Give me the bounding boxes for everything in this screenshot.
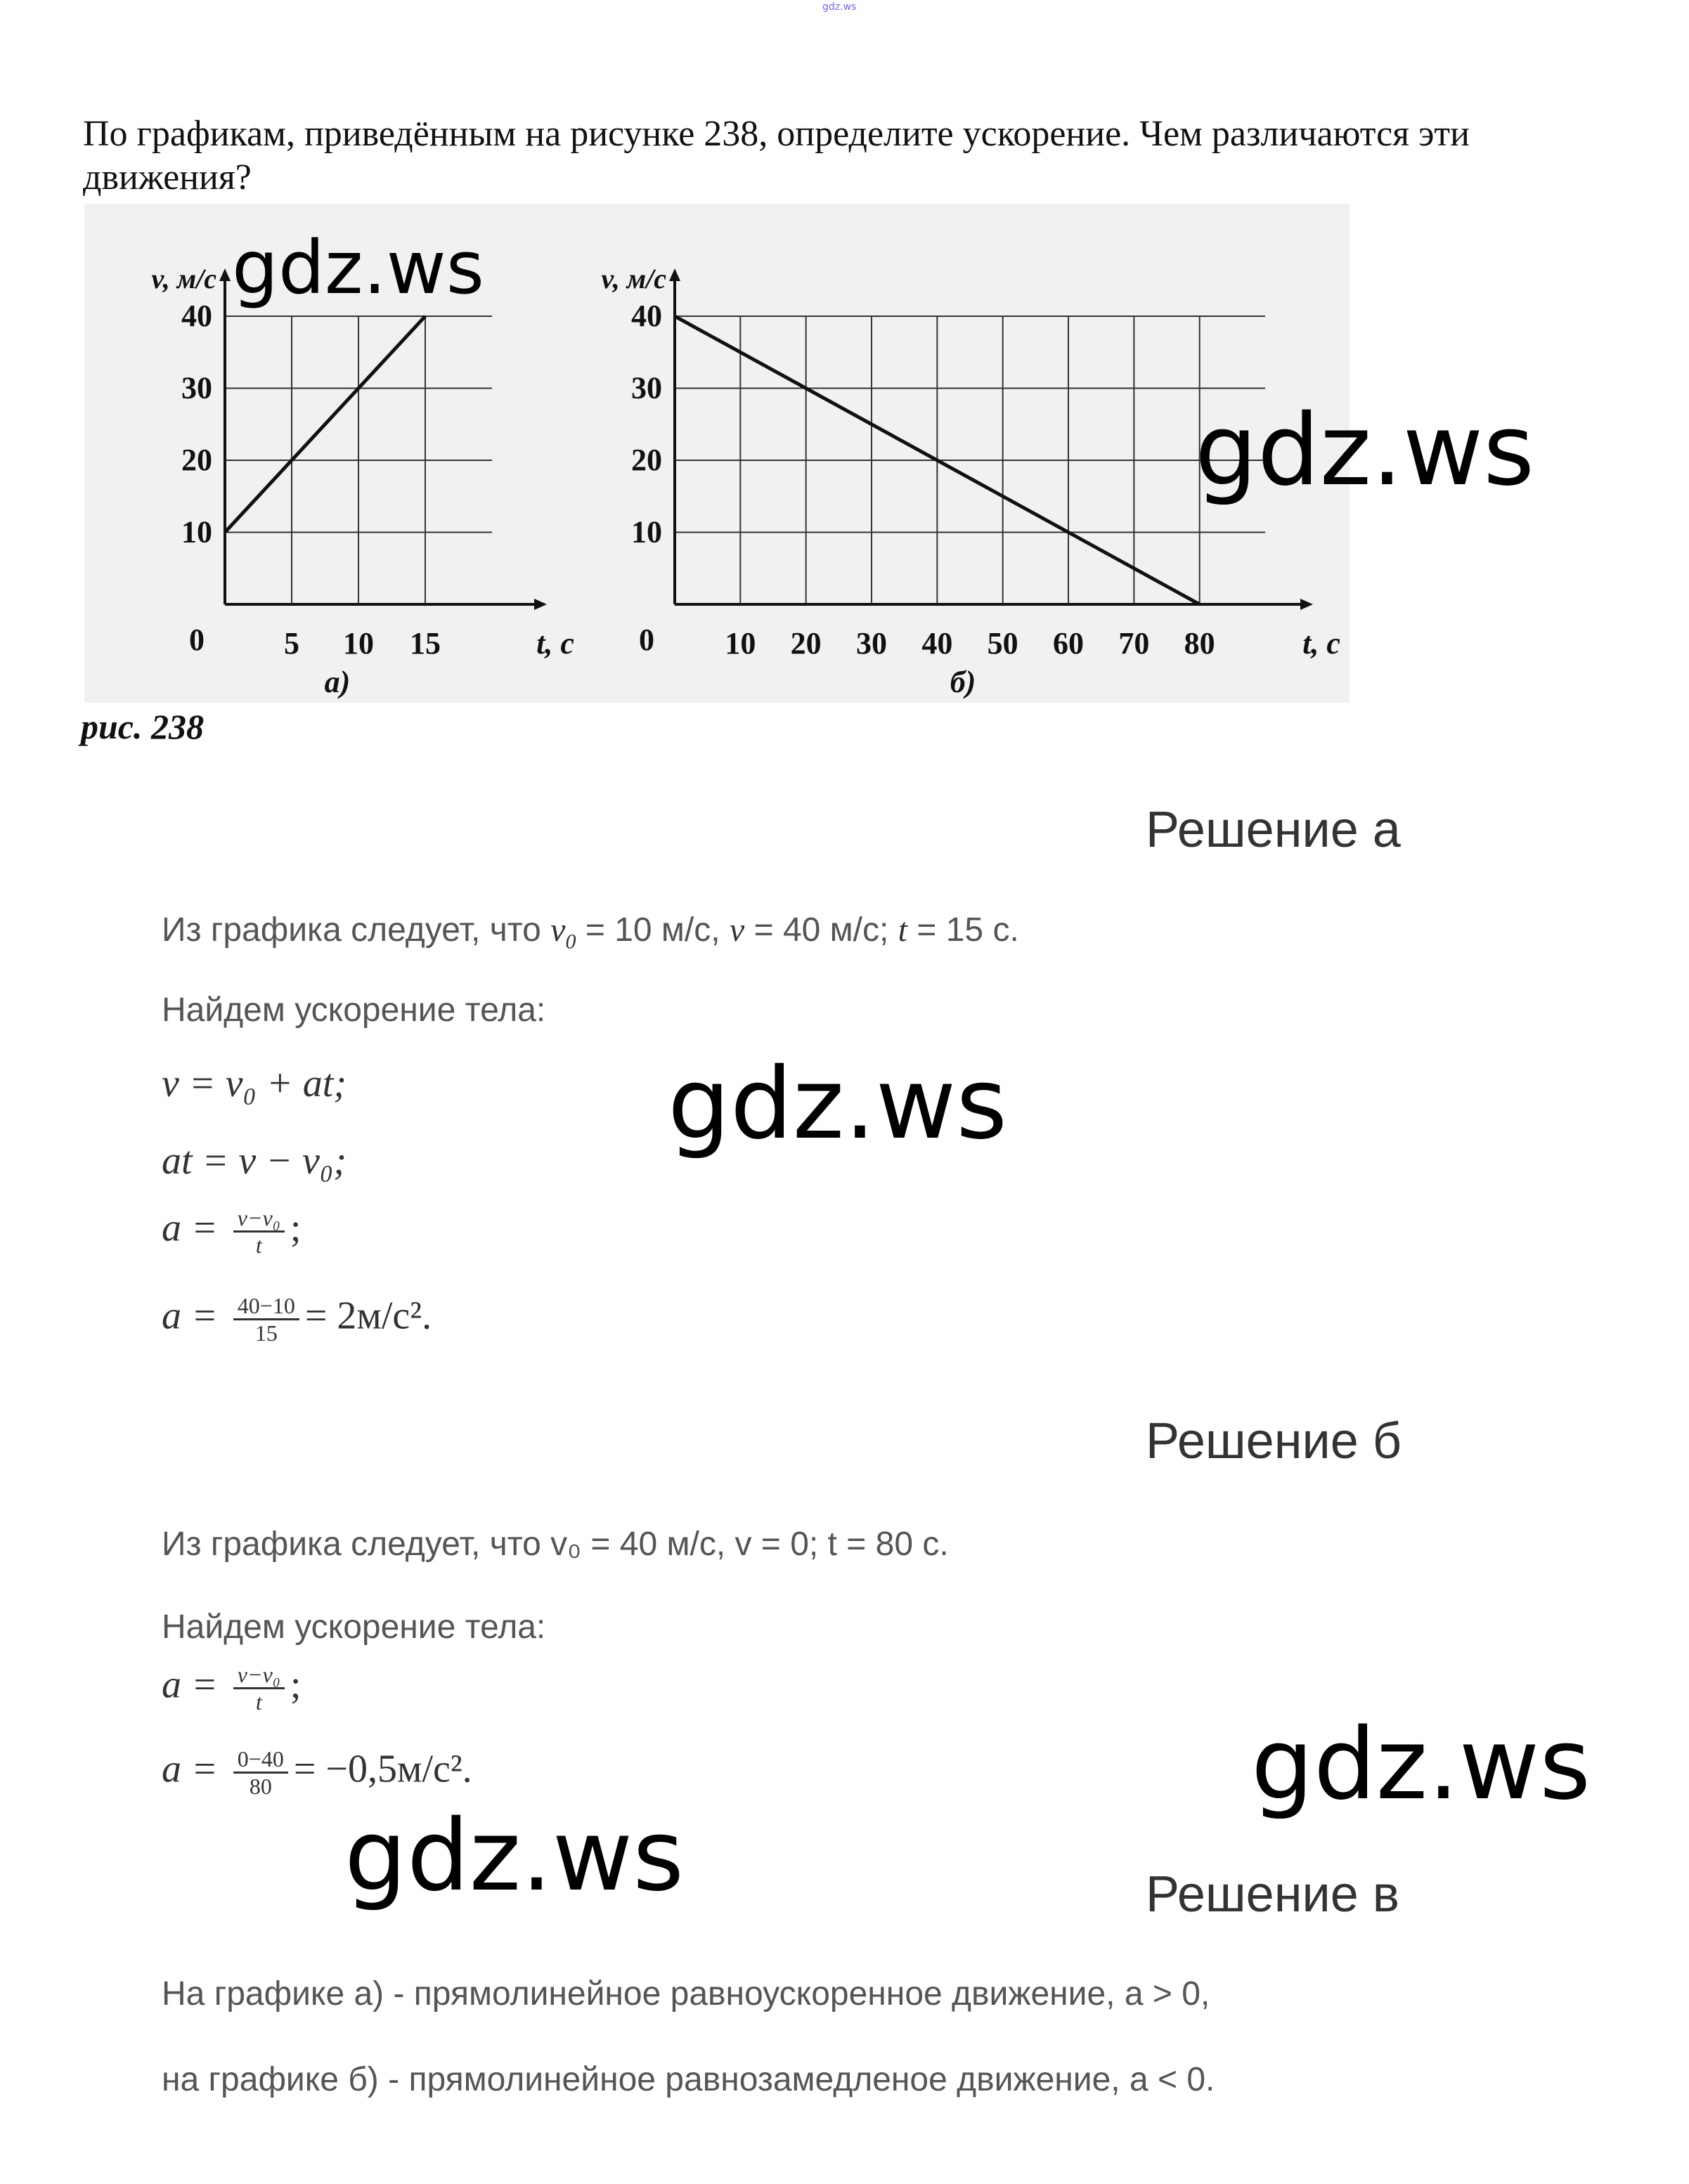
given-v0-sub: 0 bbox=[565, 930, 576, 954]
x-tick-label: 20 bbox=[790, 626, 822, 661]
y-axis-label: v, м/с bbox=[151, 263, 216, 294]
b-eq1-denominator: t bbox=[255, 1689, 262, 1715]
b-eq2-tail: = −0,5м/с². bbox=[293, 1747, 472, 1791]
solution-b-given: Из графика следует, что v₀ = 40 м/с, v = 0; t = 80 с. bbox=[162, 1526, 949, 1563]
eq4-fraction bbox=[233, 1293, 299, 1346]
y-tick-label: 10 bbox=[631, 514, 662, 550]
y-tick-label: 10 bbox=[181, 514, 212, 550]
x-tick-label: 70 bbox=[1118, 626, 1150, 661]
eq4-lhs: a = bbox=[162, 1294, 218, 1338]
watermark: gdz.ws bbox=[1251, 1708, 1591, 1822]
eq3-fraction bbox=[233, 1205, 285, 1258]
y-axis-arrow bbox=[219, 268, 231, 281]
given-v: v bbox=[729, 911, 745, 949]
y-axis-arrow bbox=[669, 268, 680, 281]
b-eq1-numerator: v−v₀ bbox=[233, 1662, 285, 1689]
x-tick-label: 10 bbox=[343, 626, 374, 661]
given-t: t bbox=[898, 911, 908, 949]
solution-b-eq1 bbox=[162, 1662, 301, 1715]
eq4-tail: = 2м/с². bbox=[304, 1294, 432, 1338]
given-v0-value: = 10 м/с, bbox=[576, 911, 730, 949]
x-tick-label: 80 bbox=[1184, 626, 1215, 661]
given-t-value: = 15 с. bbox=[907, 911, 1019, 949]
solution-c-line1: На графике а) - прямолинейное равноускоренное движение, a > 0, bbox=[162, 1975, 1210, 2013]
y-tick-label: 40 bbox=[631, 299, 662, 333]
solution-b-heading: Решение б bbox=[1146, 1413, 1402, 1469]
solution-a-eq1: v = v₀ + at; bbox=[162, 1062, 347, 1105]
x-tick-label: 15 bbox=[410, 626, 441, 661]
x-tick-label: 50 bbox=[987, 626, 1018, 661]
given-v-value: = 40 м/с; bbox=[744, 911, 898, 949]
solution-a-eq2: at = v − v₀; bbox=[162, 1139, 347, 1183]
b-eq1-fraction bbox=[233, 1662, 285, 1715]
x-axis-label: t, с bbox=[536, 626, 574, 661]
eq3-tail: ; bbox=[290, 1206, 302, 1250]
watermark: gdz.ws bbox=[1195, 394, 1535, 508]
solution-b-find: Найдем ускорение тела: bbox=[162, 1608, 546, 1646]
b-eq1-tail: ; bbox=[290, 1663, 302, 1707]
y-tick-label: 20 bbox=[631, 443, 662, 477]
x-axis-label: t, с bbox=[1302, 626, 1340, 661]
b-eq1-lhs: a = bbox=[162, 1663, 218, 1707]
x-tick-label: 10 bbox=[725, 626, 756, 661]
solution-b-eq2 bbox=[162, 1746, 472, 1799]
x-tick-label: 30 bbox=[856, 626, 887, 661]
chart-sublabel: б) bbox=[950, 665, 976, 699]
series-line bbox=[225, 316, 425, 533]
y-tick-label: 30 bbox=[181, 370, 212, 405]
origin-label: 0 bbox=[189, 623, 205, 657]
origin-label: 0 bbox=[639, 623, 654, 657]
eq4-numerator: 40−10 bbox=[233, 1293, 299, 1320]
solution-c-heading: Решение в bbox=[1146, 1866, 1399, 1923]
y-tick-label: 20 bbox=[181, 443, 212, 477]
eq3-denominator: t bbox=[255, 1233, 262, 1258]
watermark: gdz.ws bbox=[232, 225, 484, 311]
eq3-numerator: v−v₀ bbox=[233, 1205, 285, 1233]
y-axis-label: v, м/с bbox=[601, 263, 666, 294]
watermark: gdz.ws bbox=[668, 1047, 1008, 1162]
eq4-denominator: 15 bbox=[254, 1320, 278, 1346]
x-tick-label: 60 bbox=[1053, 626, 1084, 661]
source-mark: gdz.ws bbox=[822, 1, 857, 13]
x-axis-arrow bbox=[534, 599, 547, 610]
solution-a-heading: Решение а bbox=[1146, 802, 1401, 858]
solution-a-eq3 bbox=[162, 1205, 301, 1258]
b-eq2-fraction bbox=[233, 1746, 288, 1799]
y-tick-label: 30 bbox=[631, 370, 662, 405]
problem-text: По графикам, приведённым на рисунке 238, определите ускорение. Чем различаются эти движения? bbox=[83, 114, 1470, 197]
x-tick-label: 5 bbox=[284, 626, 299, 661]
solution-c-line2: на графике б) - прямолинейное равнозамедленое движение, a < 0. bbox=[162, 2061, 1215, 2098]
x-axis-arrow bbox=[1300, 599, 1313, 610]
x-tick-label: 40 bbox=[921, 626, 953, 661]
eq3-lhs: a = bbox=[162, 1206, 218, 1250]
given-v0: v bbox=[550, 911, 566, 949]
given-prefix: Из графика следует, что bbox=[162, 911, 551, 949]
b-eq2-lhs: a = bbox=[162, 1747, 218, 1791]
y-tick-label: 40 bbox=[181, 299, 212, 333]
watermark: gdz.ws bbox=[344, 1799, 685, 1913]
solution-a-find: Найдем ускорение тела: bbox=[162, 992, 546, 1029]
solution-a-eq4 bbox=[162, 1293, 432, 1346]
solution-a-given bbox=[162, 911, 1019, 954]
chart-sublabel: а) bbox=[324, 665, 351, 699]
figure-caption: рис. 238 bbox=[81, 707, 204, 746]
b-eq2-denominator: 80 bbox=[249, 1774, 272, 1799]
b-eq2-numerator: 0−40 bbox=[233, 1746, 288, 1774]
